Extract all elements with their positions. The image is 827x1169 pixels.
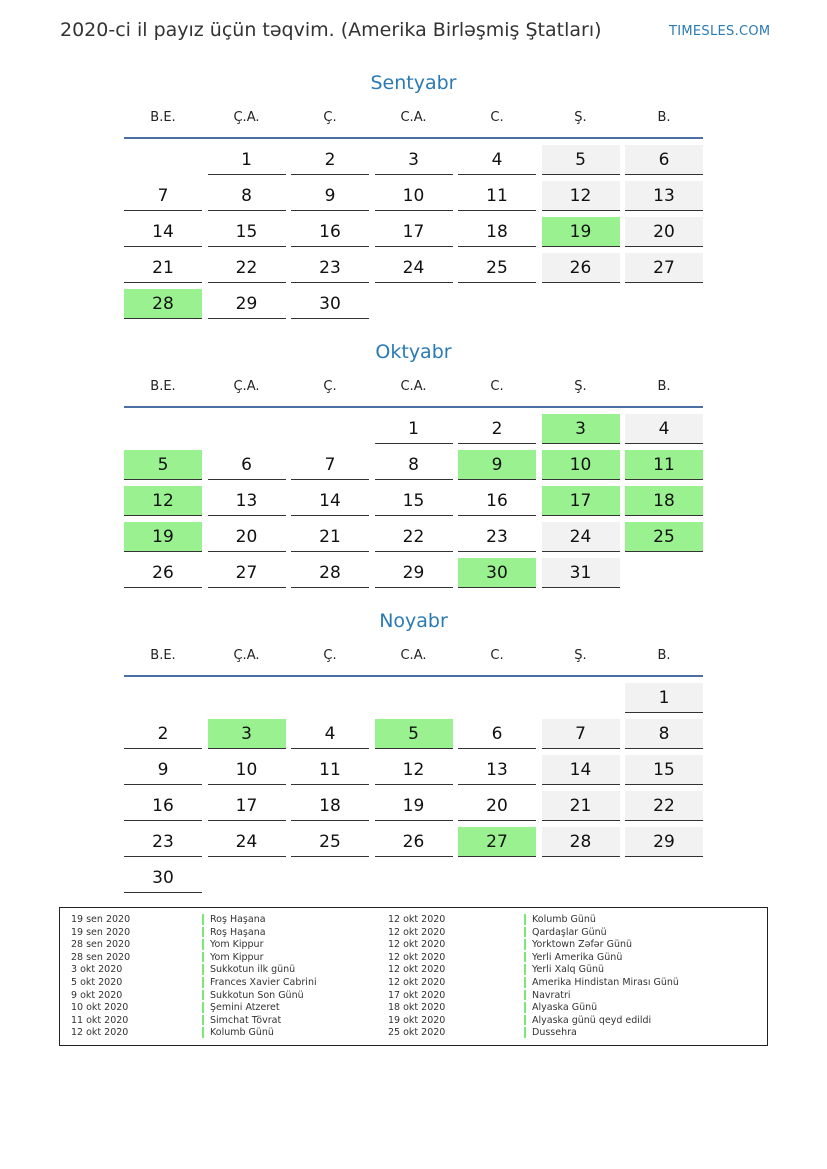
legend-entry: Alyaska günü qeyd edildi xyxy=(532,1014,652,1026)
weekday-label: Ş. xyxy=(574,110,587,125)
day-cell: 2 xyxy=(458,414,536,444)
legend-entry: Yorktown Zəfər Günü xyxy=(532,939,633,951)
legend-marker xyxy=(202,990,204,1001)
day-cell: 16 xyxy=(291,217,369,247)
day-cell: 18 xyxy=(458,217,536,247)
header-divider xyxy=(124,406,703,408)
weekday-label: B. xyxy=(657,379,671,394)
legend-marker xyxy=(524,1015,526,1026)
weekday-label: Ş. xyxy=(574,379,587,394)
legend-entry: 9 okt 2020 xyxy=(71,989,123,1001)
legend-entry: Dussehra xyxy=(532,1027,577,1039)
legend-marker xyxy=(524,977,526,988)
day-cell: 12 xyxy=(375,755,453,785)
day-cell: 15 xyxy=(375,486,453,516)
legend-marker xyxy=(202,977,204,988)
legend-entry: Kolumb Günü xyxy=(532,914,596,925)
day-cell: 17 xyxy=(208,791,286,821)
legend-marker xyxy=(524,927,526,938)
legend-marker xyxy=(524,1027,526,1038)
day-cell: 25 xyxy=(625,522,703,552)
day-cell: 24 xyxy=(375,253,453,283)
day-cell: 6 xyxy=(458,719,536,749)
legend-marker xyxy=(524,964,526,975)
day-cell: 5 xyxy=(542,145,620,175)
legend-marker xyxy=(202,952,204,963)
legend-entry: 12 okt 2020 xyxy=(388,914,446,925)
day-cell: 22 xyxy=(375,522,453,552)
legend-marker xyxy=(202,927,204,938)
legend-entry: Şemini Atzeret xyxy=(210,1002,280,1014)
legend-left-markers xyxy=(202,914,204,1039)
day-cell: 29 xyxy=(375,558,453,588)
day-cell: 7 xyxy=(542,719,620,749)
month-title: Sentyabr xyxy=(370,72,457,94)
legend-entry: Yom Kippur xyxy=(210,939,264,951)
legend-left-names xyxy=(210,914,317,1040)
legend-entry: Navratri xyxy=(532,989,571,1001)
legend-entry: 12 okt 2020 xyxy=(388,976,446,988)
legend-entry: Sukkotun Son Günü xyxy=(210,989,304,1001)
legend-entry: 18 okt 2020 xyxy=(388,1002,446,1014)
day-cell: 23 xyxy=(291,253,369,283)
day-cell: 12 xyxy=(542,181,620,211)
weekday-label: B.E. xyxy=(150,648,176,663)
day-cell: 22 xyxy=(625,791,703,821)
weekday-label: C.A. xyxy=(400,379,427,394)
weekday-label: B.E. xyxy=(150,110,176,125)
legend-entry: 5 okt 2020 xyxy=(71,976,123,988)
legend-entry: Qardaşlar Günü xyxy=(532,926,607,938)
day-cell: 6 xyxy=(625,145,703,175)
day-cell: 10 xyxy=(542,450,620,480)
day-cell: 30 xyxy=(458,558,536,588)
day-cell: 5 xyxy=(124,450,202,480)
day-cell: 19 xyxy=(124,522,202,552)
day-cell: 1 xyxy=(375,414,453,444)
legend-entry: Roş Haşana xyxy=(210,914,266,925)
legend-marker xyxy=(524,939,526,950)
legend-entry: 28 sen 2020 xyxy=(71,939,131,951)
legend-entry: Sukkotun ilk günü xyxy=(210,964,296,976)
legend-entry: 12 okt 2020 xyxy=(388,926,446,938)
day-cell: 18 xyxy=(625,486,703,516)
legend-entry: Frances Xavier Cabrini xyxy=(210,976,317,988)
day-cell: 7 xyxy=(291,450,369,480)
day-cell: 4 xyxy=(291,719,369,749)
legend-marker xyxy=(524,990,526,1001)
weekday-label: C. xyxy=(490,110,504,125)
page-title: 2020-ci il payız üçün təqvim. (Amerika Birləşmiş Ştatları) xyxy=(60,19,602,41)
day-cell: 17 xyxy=(375,217,453,247)
legend-entry: 28 sen 2020 xyxy=(71,951,131,963)
day-cell: 13 xyxy=(458,755,536,785)
day-cell: 14 xyxy=(124,217,202,247)
day-cell: 16 xyxy=(124,791,202,821)
day-cell: 20 xyxy=(208,522,286,552)
day-cell: 27 xyxy=(208,558,286,588)
legend-entry: Yerli Amerika Günü xyxy=(532,951,623,963)
day-cell: 20 xyxy=(458,791,536,821)
day-cell: 23 xyxy=(458,522,536,552)
legend-entry: Simchat Tövrat xyxy=(210,1014,282,1026)
day-cell: 6 xyxy=(208,450,286,480)
day-cell: 15 xyxy=(208,217,286,247)
weekday-label: C.A. xyxy=(400,110,427,125)
day-cell: 3 xyxy=(542,414,620,444)
weekday-label: C. xyxy=(490,379,504,394)
day-cell: 8 xyxy=(375,450,453,480)
weekday-label: Ş. xyxy=(574,648,587,663)
weekday-header xyxy=(124,110,703,130)
day-cell: 2 xyxy=(291,145,369,175)
day-cell: 13 xyxy=(625,181,703,211)
day-cell: 26 xyxy=(124,558,202,588)
day-cell: 26 xyxy=(375,827,453,857)
legend-entry: 12 okt 2020 xyxy=(388,939,446,951)
legend-entry: Kolumb Günü xyxy=(210,1027,274,1039)
day-cell: 28 xyxy=(291,558,369,588)
day-cell: 19 xyxy=(542,217,620,247)
day-cell: 11 xyxy=(458,181,536,211)
day-cell: 24 xyxy=(208,827,286,857)
day-cell: 30 xyxy=(124,863,202,893)
day-cell: 27 xyxy=(458,827,536,857)
legend-entry: Amerika Hindistan Mirası Günü xyxy=(532,976,679,988)
brand-logo-text[interactable]: TIMESLES.COM xyxy=(669,24,771,39)
legend-marker xyxy=(202,964,204,975)
day-cell: 28 xyxy=(124,289,202,319)
day-cell: 21 xyxy=(542,791,620,821)
weekday-label: Ç. xyxy=(323,648,337,663)
legend-entry: 11 okt 2020 xyxy=(71,1014,129,1026)
legend-marker xyxy=(202,1015,204,1026)
weekday-label: C. xyxy=(490,648,504,663)
weekday-label: Ç.A. xyxy=(233,379,260,394)
legend-marker xyxy=(202,1002,204,1013)
weekday-header xyxy=(124,648,703,668)
day-cell: 28 xyxy=(542,827,620,857)
legend-entry: 12 okt 2020 xyxy=(388,951,446,963)
day-cell: 25 xyxy=(458,253,536,283)
day-cell: 29 xyxy=(625,827,703,857)
weekday-label: B. xyxy=(657,648,671,663)
day-cell: 9 xyxy=(124,755,202,785)
day-cell: 26 xyxy=(542,253,620,283)
legend-marker xyxy=(524,952,526,963)
day-cell: 13 xyxy=(208,486,286,516)
legend-entry: Alyaska Günü xyxy=(532,1002,598,1014)
day-cell: 3 xyxy=(208,719,286,749)
day-cell: 18 xyxy=(291,791,369,821)
header-divider xyxy=(124,137,703,139)
weekday-label: B.E. xyxy=(150,379,176,394)
day-cell: 9 xyxy=(291,181,369,211)
day-cell: 20 xyxy=(625,217,703,247)
legend-entry: Yerli Xalq Günü xyxy=(532,964,605,976)
day-cell: 11 xyxy=(291,755,369,785)
legend-entry: Yom Kippur xyxy=(210,951,264,963)
header-divider xyxy=(124,675,703,677)
day-cell: 4 xyxy=(458,145,536,175)
legend-entry: 10 okt 2020 xyxy=(71,1002,129,1014)
day-cell: 12 xyxy=(124,486,202,516)
day-cell: 1 xyxy=(208,145,286,175)
legend-entry: Roş Haşana xyxy=(210,926,266,938)
day-cell: 1 xyxy=(625,683,703,713)
day-cell: 29 xyxy=(208,289,286,319)
day-cell: 22 xyxy=(208,253,286,283)
weekday-label: Ç.A. xyxy=(233,648,260,663)
weekday-label: C.A. xyxy=(400,648,427,663)
day-cell: 19 xyxy=(375,791,453,821)
day-cell: 10 xyxy=(208,755,286,785)
legend-entry: 19 sen 2020 xyxy=(71,926,131,938)
legend-right-markers xyxy=(524,914,526,1039)
legend-marker xyxy=(202,939,204,950)
day-cell: 23 xyxy=(124,827,202,857)
day-cell: 15 xyxy=(625,755,703,785)
weekday-header xyxy=(124,379,703,399)
weekday-label: Ç. xyxy=(323,379,337,394)
legend-entry: 19 okt 2020 xyxy=(388,1014,446,1026)
holiday-legend xyxy=(59,907,768,1046)
legend-entry: 19 sen 2020 xyxy=(71,914,131,925)
legend-right-dates xyxy=(388,914,445,1040)
day-cell: 17 xyxy=(542,486,620,516)
legend-marker xyxy=(524,914,526,925)
day-cell: 9 xyxy=(458,450,536,480)
month-title: Noyabr xyxy=(379,610,448,632)
day-cell: 31 xyxy=(542,558,620,588)
day-cell: 27 xyxy=(625,253,703,283)
weekday-label: Ç.A. xyxy=(233,110,260,125)
legend-entry: 17 okt 2020 xyxy=(388,989,446,1001)
legend-marker xyxy=(524,1002,526,1013)
day-cell: 8 xyxy=(208,181,286,211)
legend-entry: 3 okt 2020 xyxy=(71,964,123,976)
legend-entry: 12 okt 2020 xyxy=(71,1027,129,1039)
legend-entry: 25 okt 2020 xyxy=(388,1027,446,1039)
day-cell: 24 xyxy=(542,522,620,552)
day-cell: 2 xyxy=(124,719,202,749)
day-cell: 7 xyxy=(124,181,202,211)
day-cell: 14 xyxy=(542,755,620,785)
day-cell: 21 xyxy=(124,253,202,283)
day-cell: 8 xyxy=(625,719,703,749)
weekday-label: Ç. xyxy=(323,110,337,125)
legend-left-dates xyxy=(71,914,130,1040)
day-cell: 5 xyxy=(375,719,453,749)
month-title: Oktyabr xyxy=(375,341,452,363)
day-cell: 11 xyxy=(625,450,703,480)
day-cell: 10 xyxy=(375,181,453,211)
legend-marker xyxy=(202,1027,204,1038)
day-cell: 30 xyxy=(291,289,369,319)
day-cell: 14 xyxy=(291,486,369,516)
legend-entry: 12 okt 2020 xyxy=(388,964,446,976)
day-cell: 3 xyxy=(375,145,453,175)
day-cell: 4 xyxy=(625,414,703,444)
day-cell: 25 xyxy=(291,827,369,857)
weekday-label: B. xyxy=(657,110,671,125)
legend-marker xyxy=(202,914,204,925)
legend-right-names xyxy=(532,914,679,1040)
day-cell: 21 xyxy=(291,522,369,552)
day-cell: 16 xyxy=(458,486,536,516)
